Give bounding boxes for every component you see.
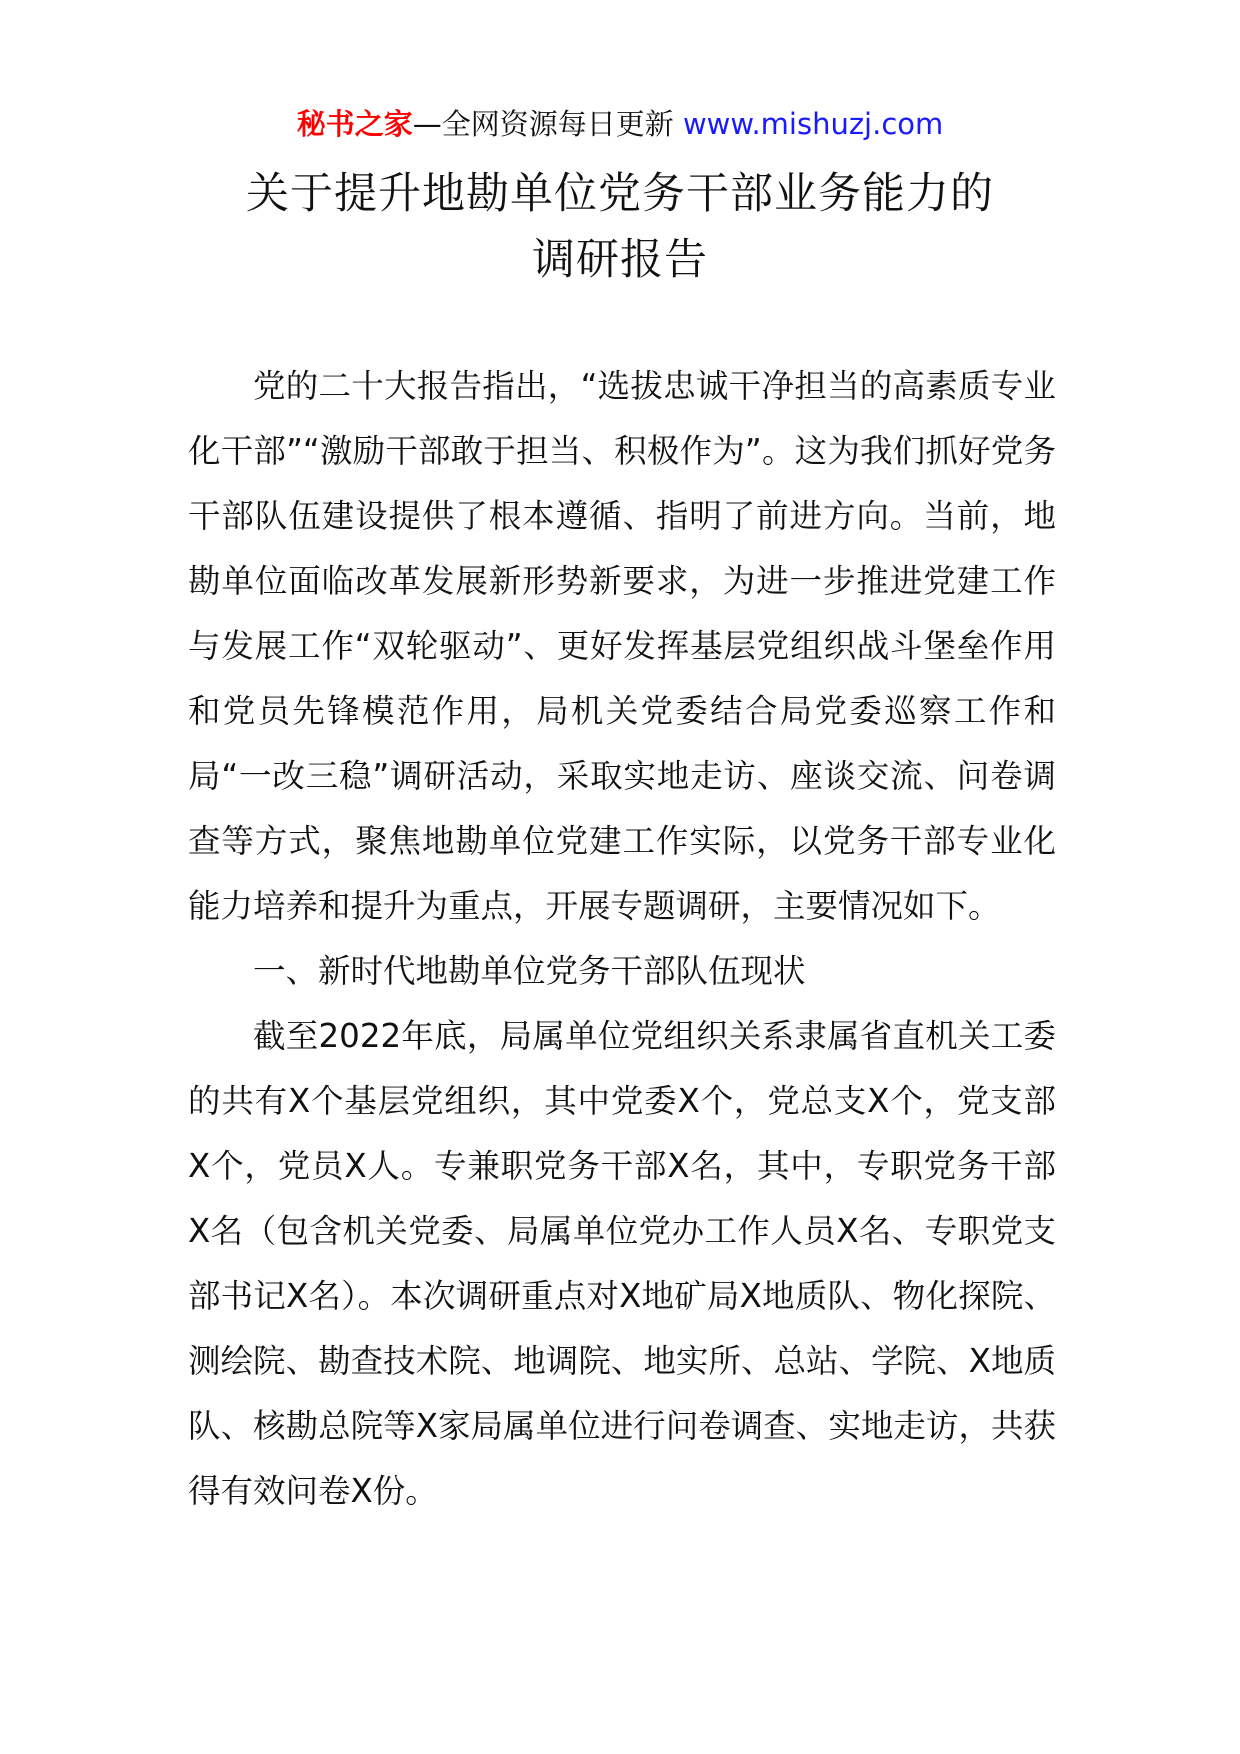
- header-tagline: —全网资源每日更新: [412, 107, 674, 141]
- site-url-link[interactable]: www.mishuzj.com: [682, 107, 944, 141]
- document-body: [188, 354, 1056, 1524]
- site-header: [0, 104, 1240, 144]
- document-title-line-2: 调研报告: [532, 235, 708, 285]
- document-title-line-1: 关于提升地勘单位党务干部业务能力的: [246, 169, 994, 219]
- body-paragraph-1: 党的二十大报告指出，“选拔忠诚干净担当的高素质专业化干部”“激励干部敢于担当、积极作为”。这为我们抓好党务干部队伍建设提供了根本遵循、指明了前进方向。当前，地勘单位面临改革发展新形势新要求，为进一步推进党建工作与发展工作“双轮驱动”、更好发挥基层党组织战斗堡垒作用和党员先锋模范作用，局机关党委结合局党委巡察工作和局“一改三稳”调研活动，采取实地走访、座谈交流、问卷调查等方式，聚焦地勘单位党建工作实际，以党务干部专业化能力培养和提升为重点，开展专题调研，主要情况如下。: [188, 367, 1056, 925]
- section-heading-1: 一、新时代地勘单位党务干部队伍现状: [253, 952, 806, 990]
- brand-name: 秘书之家: [296, 107, 413, 141]
- body-paragraph-2: 截至2022年底，局属单位党组织关系隶属省直机关工委的共有X个基层党组织，其中党委X个，党总支X个，党支部X个，党员X人。专兼职党务干部X名，其中，专职党务干部X名（包含机关党委、局属单位党办工作人员X名、专职党支部书记X名）。本次调研重点对X地矿局X地质队、物化探院、测绘院、勘查技术院、地调院、地实所、总站、学院、X地质队、核勘总院等X家局属单位进行问卷调查、实地走访，共获得有效问卷X份。: [188, 1017, 1056, 1510]
